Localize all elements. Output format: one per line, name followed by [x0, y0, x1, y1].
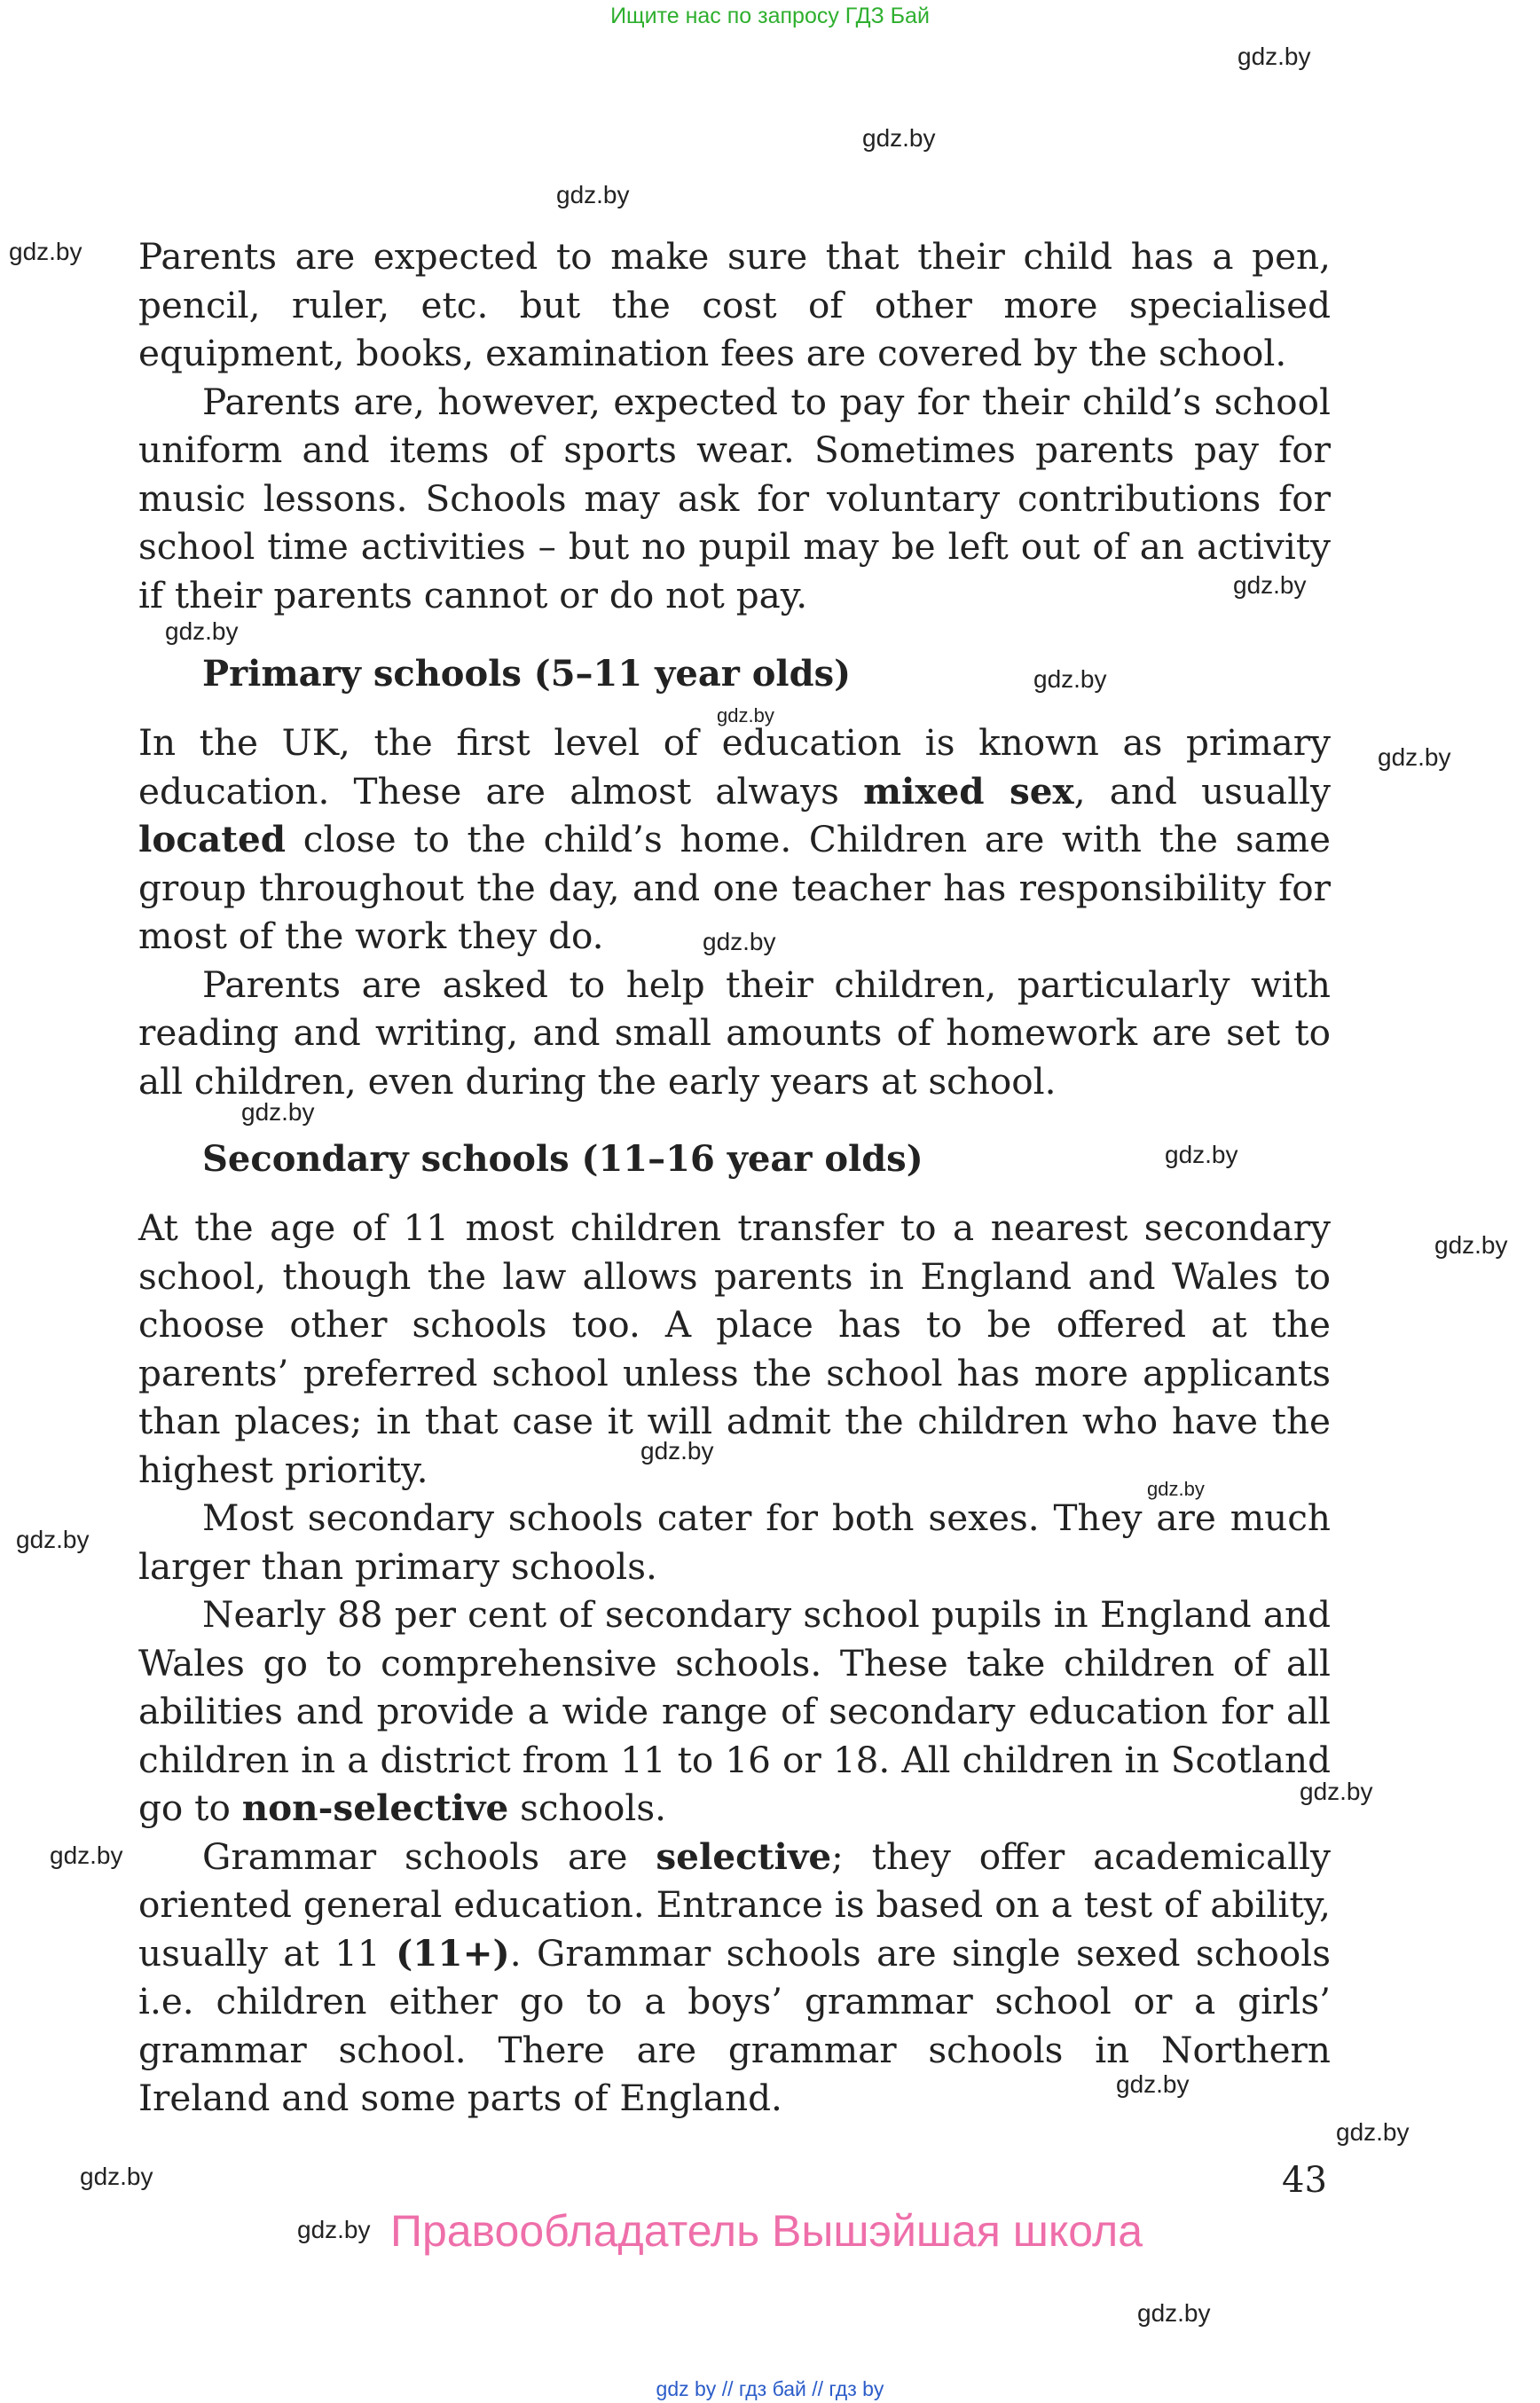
watermark: gdz.by	[165, 617, 239, 645]
paragraph: Grammar schools are selective; they offer academically oriented general education. Entrance is based on a test of ability, usually at 11 (11+). Grammar schools are single sexed schools i.e. children either go to a boys’ grammar school or a girls’ grammar school. There are grammar schools in Northern Ireland and some parts of England.	[138, 1834, 1331, 2119]
watermark: gdz.by	[717, 704, 774, 726]
watermark: gdz.by	[1233, 571, 1307, 599]
watermark: gdz.by	[1137, 2299, 1211, 2327]
term-mixed-sex: mixed sex	[863, 769, 1074, 813]
watermark: gdz.by	[703, 928, 776, 955]
watermark: gdz.by	[297, 2216, 371, 2243]
watermark: gdz.by	[556, 181, 630, 208]
top-search-banner: Ищите нас по запросу ГДЗ Бай	[610, 4, 930, 28]
watermark: gdz.by	[1033, 665, 1107, 693]
watermark: gdz.by	[1238, 43, 1311, 70]
watermark: gdz.by	[241, 1098, 315, 1126]
paragraph: Nearly 88 per cent of secondary school pupils in England and Wales go to comprehensive schools. These take children of all abilities and provide a wide range of secondary education for all children in a district from 11 to 16 or 18. All children in Scotland go to non-selective schools.	[138, 1593, 1331, 1829]
term-non-selective: non-selective	[241, 1787, 509, 1829]
copyright-notice: Правообладатель Вышэйшая школа	[390, 2206, 1143, 2256]
paragraph: Parents are expected to make sure that their child has a pen, pencil, ruler, etc. but the cost of other more specialised equipment, books, examination fees are covered by the school.	[138, 235, 1331, 374]
watermark: gdz.by	[1300, 1778, 1373, 1805]
paragraph: At the age of 11 most children transfer to a nearest secondary school, though the law allows parents in England and Wales to choose other schools too. A place has to be offered at the parents’ preferred school unless the school has more applicants than places; in that case it will admit the children who have the highest priority.	[138, 1206, 1331, 1491]
paragraph: Parents are, however, expected to pay for their child’s school uniform and items of sports wear. Sometimes parents pay for music lessons. Schools may ask for voluntary contributions for school time activities – but no pupil may be left out of an activity if their parents cannot or do not pay.	[138, 380, 1331, 616]
page-number: 43	[1282, 2160, 1327, 2201]
term-eleven-plus: (11+)	[396, 1931, 510, 1975]
term-selective: selective	[656, 1834, 832, 1878]
watermark: gdz.by	[1147, 1478, 1205, 1500]
footer-links[interactable]: gdz by // гдз бай // гдз by	[656, 2377, 884, 2400]
watermark: gdz.by	[1116, 2070, 1190, 2098]
watermark: gdz.by	[1434, 1231, 1508, 1259]
watermark: gdz.by	[16, 1526, 90, 1553]
watermark: gdz.by	[80, 2163, 153, 2190]
watermark: gdz.by	[1378, 743, 1451, 771]
paragraph: Most secondary schools cater for both sexes. They are much larger than primary schools.	[138, 1496, 1331, 1588]
watermark: gdz.by	[50, 1842, 123, 1869]
paragraph: In the UK, the first level of education is known as primary education. These are almost always mixed sex, and usually located close to the child’s home. Children are with the same group throughout the day, and one teacher has responsibility for most of the work they do.	[138, 721, 1331, 957]
primary-schools-text	[138, 719, 1331, 1105]
watermark: gdz.by	[9, 238, 82, 265]
watermark: gdz.by	[1336, 2118, 1410, 2146]
secondary-schools-text	[138, 1204, 1331, 2123]
heading-primary-schools: Primary schools (5–11 year olds)	[202, 653, 852, 695]
heading-secondary-schools: Secondary schools (11–16 year olds)	[202, 1138, 923, 1180]
paragraph: Parents are asked to help their children, particularly with reading and writing, and small amounts of homework are set to all children, even during the early years at school.	[138, 962, 1331, 1103]
watermark: gdz.by	[1165, 1141, 1238, 1168]
term-located: located	[138, 818, 287, 860]
watermark: gdz.by	[640, 1437, 714, 1465]
watermark: gdz.by	[862, 124, 936, 152]
intro-text	[138, 232, 1331, 619]
